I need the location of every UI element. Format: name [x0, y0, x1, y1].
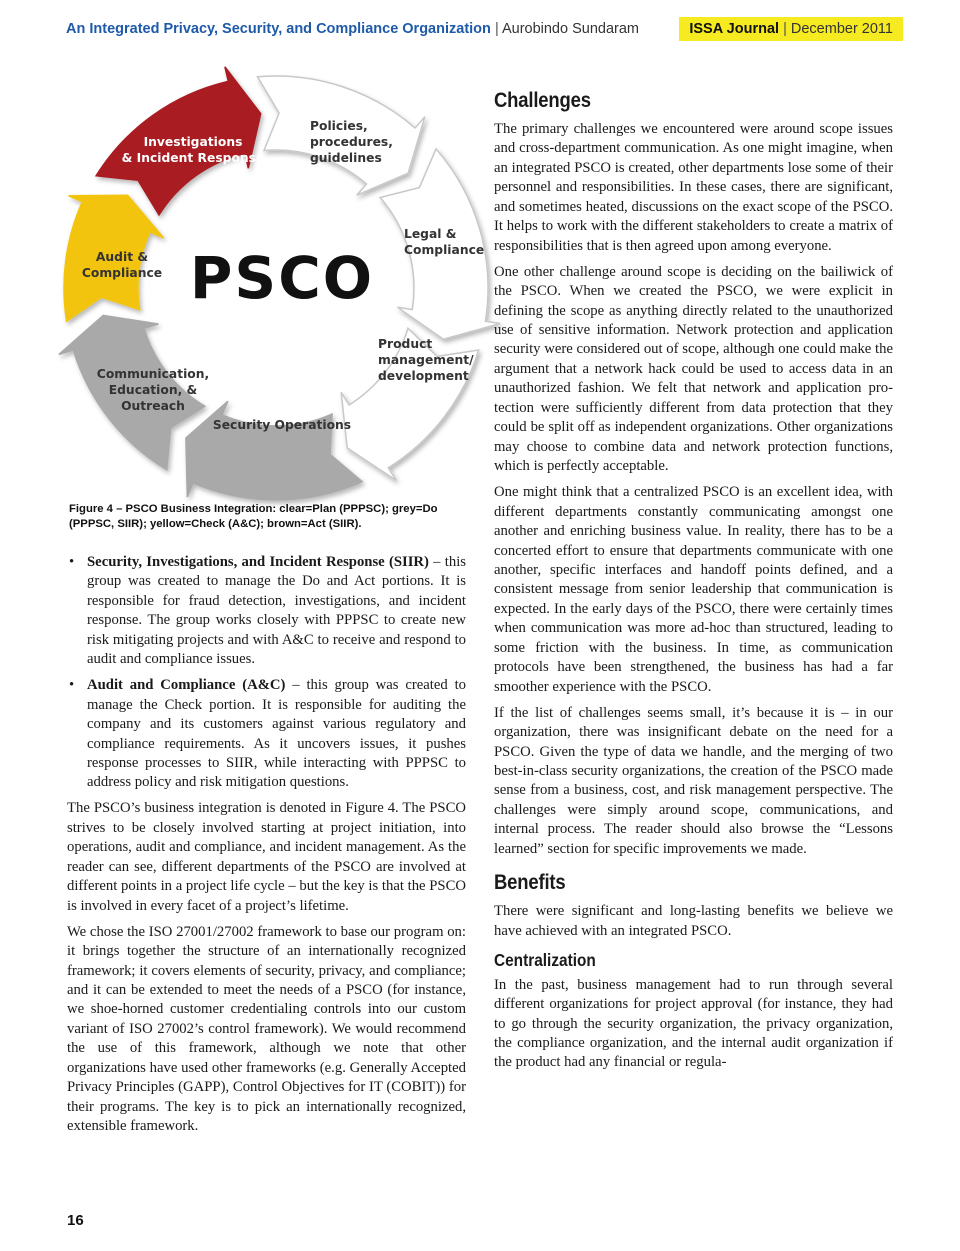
- segment-label-line: Product: [378, 337, 433, 351]
- paragraph: There were significant and long-lasting benefits we believe we have achieved with an integrated PSCO.: [494, 903, 893, 939]
- header-separator: |: [494, 21, 499, 37]
- centralization-heading: Centralization: [494, 949, 596, 970]
- right-column: [494, 87, 893, 1079]
- bullet-ac: [67, 676, 466, 793]
- psco-cycle-figure: [66, 72, 485, 507]
- challenges-heading: Challenges: [494, 89, 591, 112]
- bullet-dot: •: [69, 677, 75, 694]
- paragraph: In the past, business management had to run through several different organizations for project approval (for instance, they had to go through the security organization, the privacy organization, the compliance organization, and the internal audit organization if the product had any financial or regula-: [494, 976, 893, 1071]
- segment-label-line: Investigations: [143, 135, 243, 149]
- bullet-text: – this group was created to manage the Do and Act portions. It is responsible for fraud detection, investigations, and incident response. The group works closely with PPPSC to create new risk mitigating projects and with A&C to receive and respond to audit and compliance issues.: [87, 554, 466, 668]
- segment-label-line: Compliance: [404, 243, 485, 257]
- role-bullet-list: [67, 553, 466, 793]
- segment-label-line: Education, &: [108, 383, 198, 397]
- paragraph: One might think that a centralized PSCO is an excellent idea, with different departments constantly communicating amongst one another and enriching business value. In reality, there has to be a concerted effort to ensure that departments communicate with one another, specific interfaces and handoff points defined, and a consistent message from senior leadership that communication is expected. In the early days of the PSCO, there were certainly times when communication was more ad-hoc than structured, leading to some friction with the business. In time, as communication protocols have been strengthened, the business has had a far smoother experience with the PSCO.: [494, 484, 893, 695]
- page-number: 16: [67, 1212, 84, 1229]
- cycle-segment-do: [186, 401, 362, 500]
- bullet-term: Audit and Compliance (A&C): [87, 677, 286, 694]
- cycle-segment-plan: [341, 328, 479, 480]
- segment-label-line: Outreach: [121, 399, 185, 413]
- psco-center-label: PSCO: [189, 244, 375, 312]
- bullet-term: Security, Investigations, and Incident Response (SIIR): [87, 554, 429, 570]
- segment-label-line: development: [378, 369, 469, 383]
- paragraph: One other challenge around scope is deciding on the bailiwick of the PSCO. When we created the PSCO, we were explicit in defining the scope as anything directly related to the unauthorized use of sensitive information. Network protection and application security were considered out of scope, although one could make the argument that a network hack could be used to access data in an unauthorized fashion. We felt that network and application protection were sufficiently different from data protection that they could be split off as independent organizations. Other organizations may choose to combine data and network protection functions, which is perfectly acceptable.: [494, 263, 893, 475]
- journal-name: ISSA Journal: [689, 21, 780, 37]
- segment-label-line: procedures,: [310, 135, 393, 149]
- running-header: [66, 17, 903, 41]
- psco-cycle-diagram: [66, 72, 485, 492]
- segment-label-line: & Incident Response: [121, 151, 265, 165]
- header-left: [66, 17, 639, 41]
- paragraph: The PSCO’s business integration is denoted in Figure 4. The PSCO strives to be closely involved starting at project initiation, into operations, audit and compliance, and incident management. As the reader can see, different departments of the PSCO are involved at different points in a project life cycle – but the key is that the PSCO is involved in every facet of a project’s lifetime.: [67, 800, 466, 914]
- bullet-text: – this group was created to manage the Check portion. It is responsible for auditing the company and its customers against various regulatory and compliance requirements. As it uncovers issues, it pushes response processes to SIIR, while interacting with PPPSC to address policy and risk mitigation questions.: [87, 677, 466, 791]
- bullet-dot: •: [69, 554, 75, 570]
- article-author: Aurobindo Sundaram: [501, 21, 639, 37]
- paragraph: If the list of challenges seems small, it’s because it is – in our organization, there was insignificant debate on the need for a PSCO. Given the type of data we handle, and the merging of two best-in-class security organizations, the creation of the PSCO made sense from a business, cost, and risk management perspective. The challenges were simply around scope, communications, and internal process. The reader should also browse the “Lessons learned” section for specific improvements we made.: [494, 704, 893, 857]
- figure-caption: Figure 4 – PSCO Business Integration: clear=Plan (PPPSC); grey=Do (PPPSC, SIIR); yellow=Check (A&C); brown=Act (SIIR).: [69, 503, 438, 530]
- benefits-heading: Benefits: [494, 871, 566, 895]
- segment-label-line: management/: [378, 353, 474, 367]
- segment-label-line: Policies,: [310, 119, 368, 133]
- segment-label-line: Security Operations: [212, 418, 352, 432]
- article-title: An Integrated Privacy, Security, and Compliance Organization: [66, 21, 491, 37]
- segment-label-line: guidelines: [310, 151, 382, 165]
- paragraph: The primary challenges we encountered were around scope issues and cross-department communication. As one might imagine, when an integrated PSCO is created, other departments lose some of their personnel and responsibilities. In these cases, there are significant, and sometimes heated, discussions on the exact scope of the PSCO. It helps to work with the different stakeholders to create a matrix of responsibilities that is then agreed upon among everyone.: [494, 121, 893, 254]
- paragraph: We chose the ISO 27001/27002 framework to base our program on: it brings together the structure of an internationally recognized framework; it covers elements of security, privacy, and compliance; and it can be extended to meet the needs of a PSCO (for instance, we shoe-horned customer credentialing controls into our custom variant of ISO 27002’s control framework). We would recommend the use of this framework, although we note that other organizations have used other frameworks (e.g. Generally Accepted Privacy Principles (GAPP), Control Objectives for IT (COBIT)) for their programs. The key is to pick an internationally recognized, extensible framework.: [67, 923, 466, 1135]
- bullet-siir: [67, 553, 466, 670]
- left-column: [67, 553, 466, 1143]
- journal-badge: [679, 17, 903, 41]
- journal-separator: |: [783, 21, 787, 37]
- segment-label-line: Audit &: [95, 250, 149, 264]
- segment-label: [378, 337, 474, 383]
- segment-label-line: Communication,: [96, 367, 210, 381]
- issue-date: December 2011: [790, 21, 893, 37]
- segment-label-line: Legal &: [404, 227, 457, 241]
- segment-label: [213, 418, 351, 432]
- segment-label-line: Compliance: [81, 266, 163, 280]
